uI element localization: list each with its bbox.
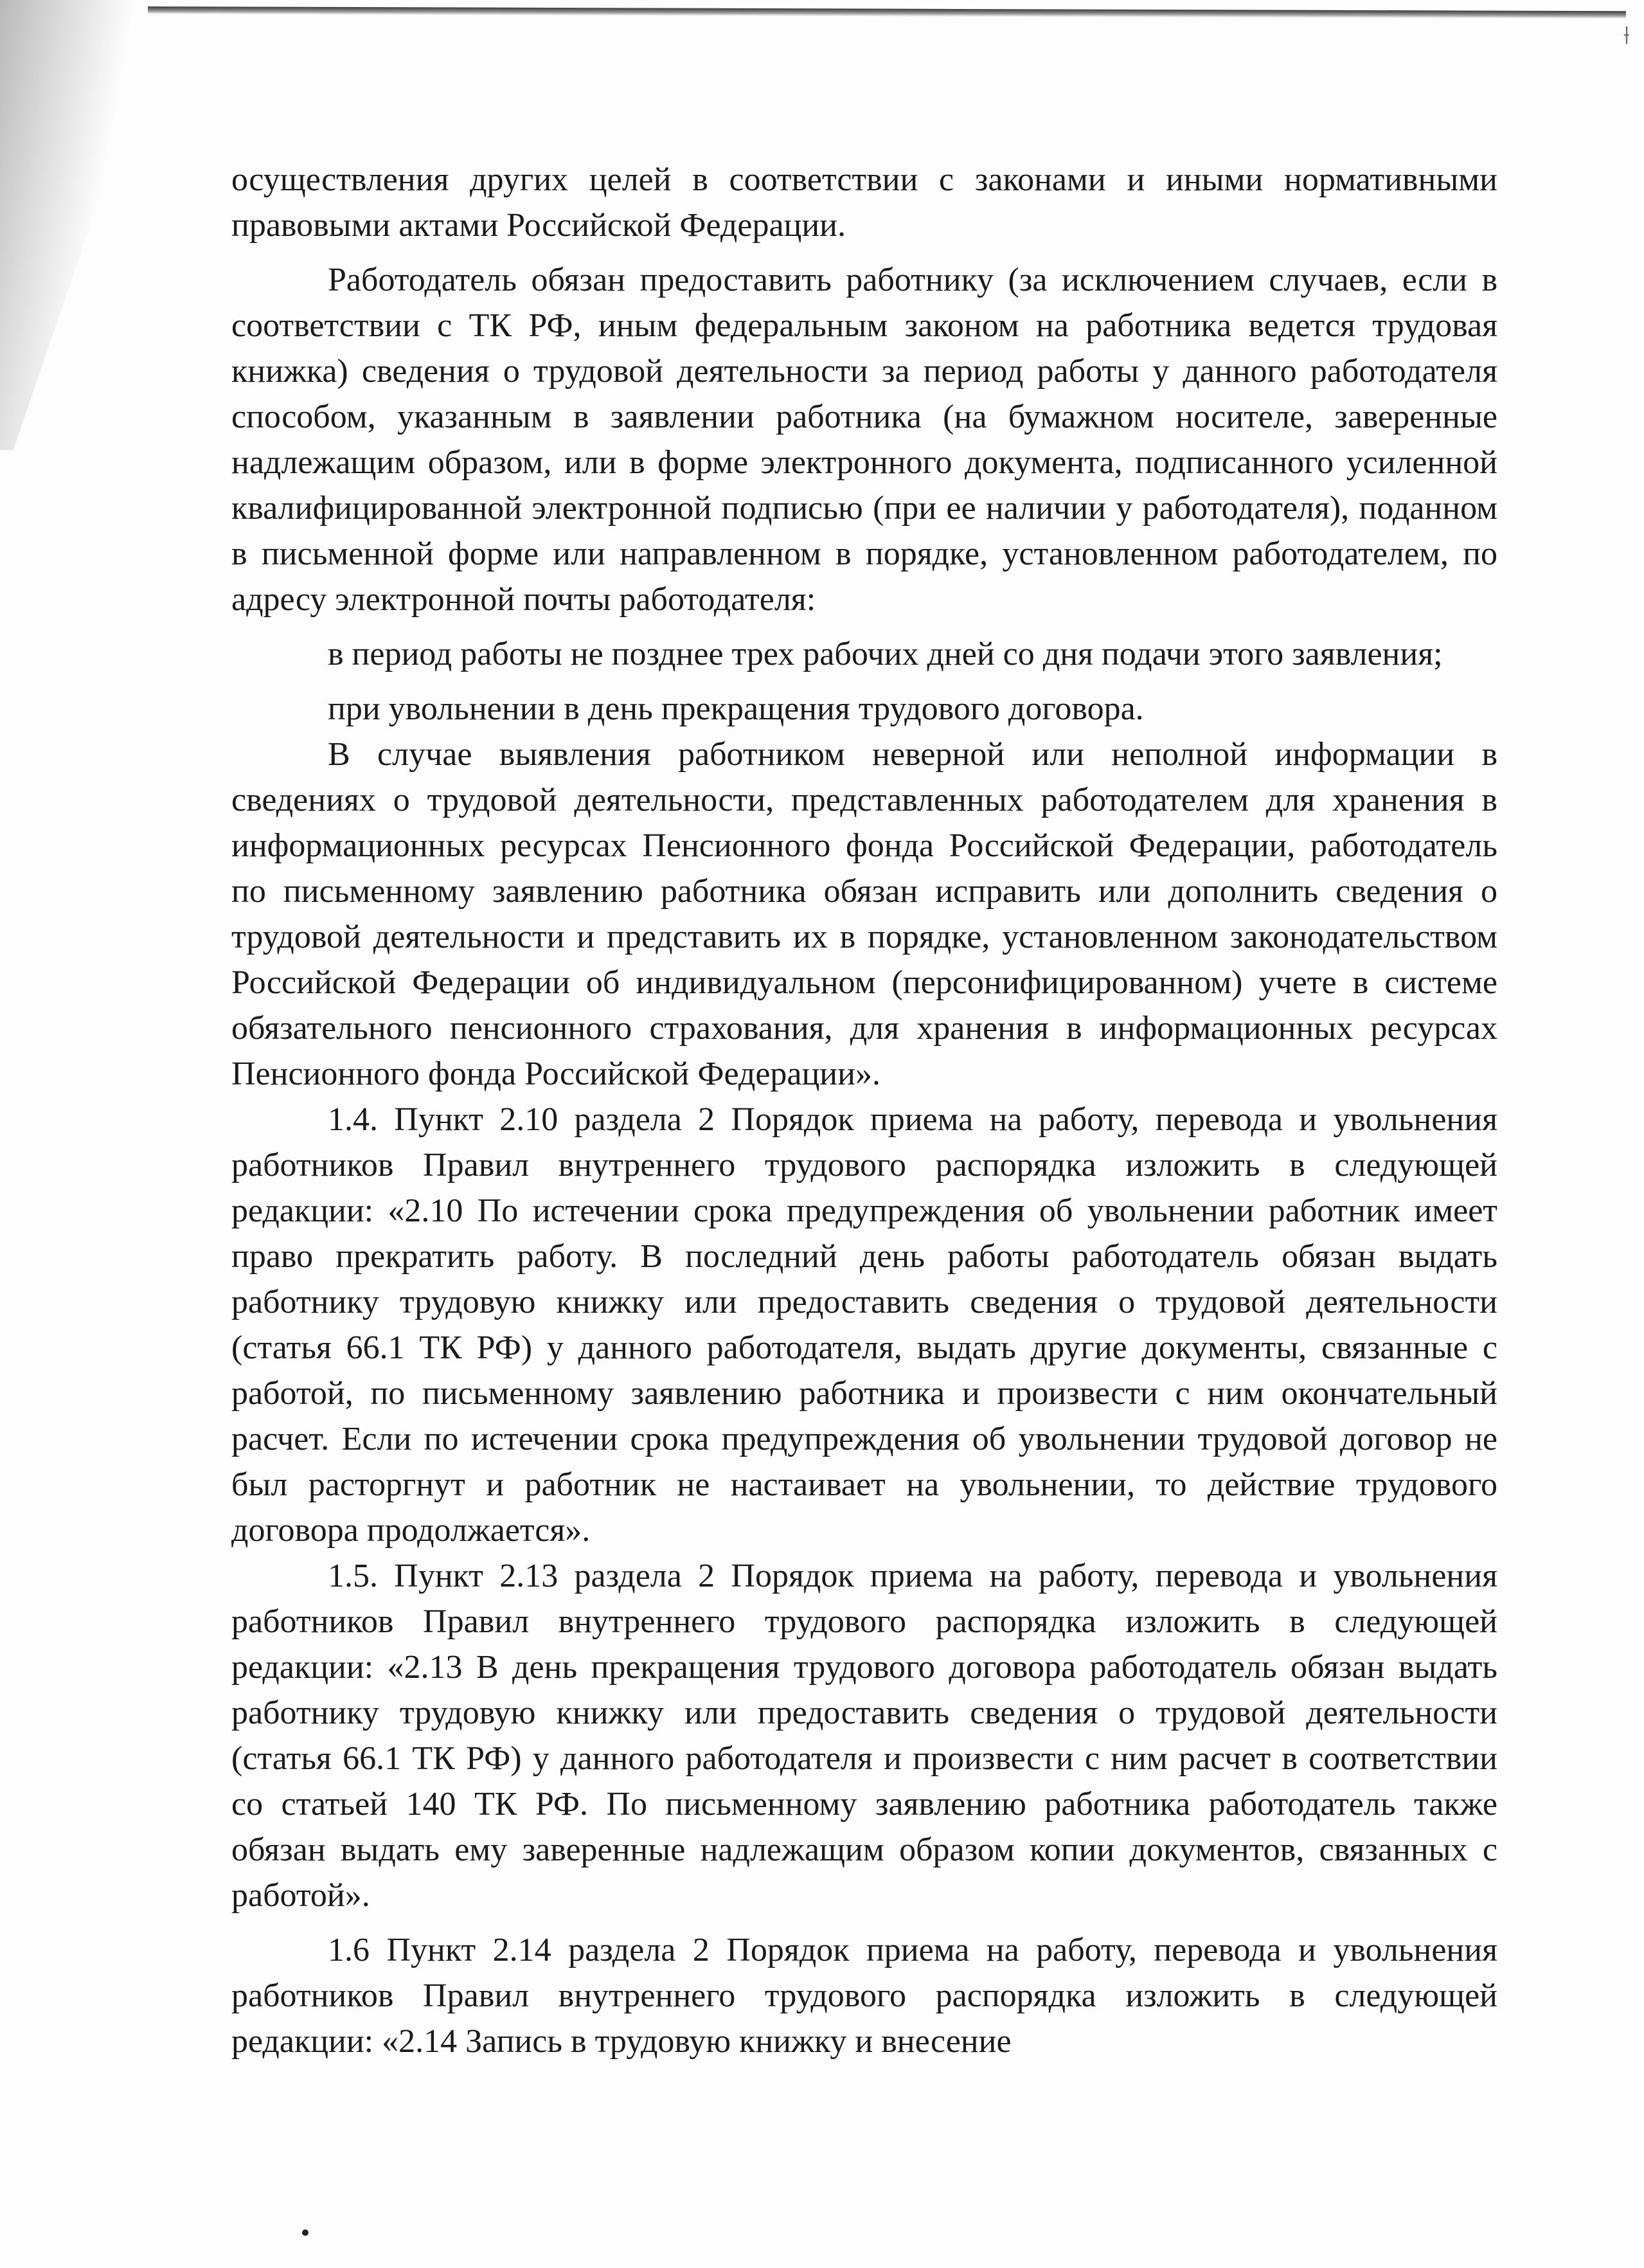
document-body bbox=[231, 157, 1497, 2064]
scan-top-edge bbox=[148, 6, 1626, 19]
paragraph-employer-obligation: Работодатель обязан предоставить работнику (за исключением случаев, если в соответствии с ТК РФ, иным федеральным законом на работника ведется трудовая книжка) сведения о трудовой деятельности за период работы у данного работодателя способом, указанным в заявлении работника (на бумажном носителе, заверенные надлежащим образом, или в форме электронного документа, подписанного усиленной квалифицированной электронной подписью (при ее наличии у работодателя), поданном в письменной форме или направленном в порядке, установленном работодателем, по адресу электронной почты работодателя: bbox=[231, 262, 1497, 618]
paragraph-on-dismissal: при увольнении в день прекращения трудового договора. bbox=[328, 690, 1144, 727]
paragraph-during-work: в период работы не позднее трех рабочих дней со дня подачи этого заявления; bbox=[328, 636, 1443, 672]
paragraph-clause-1-4: 1.4. Пункт 2.10 раздела 2 Порядок приема на работу, перевода и увольнения работников Правил внутреннего трудового распорядка изложить в следующей редакции: «2.10 По истечении срока предупреждения об увольнении работник имеет право прекратить работу. В последний день работы работодатель обязан выдать работнику трудовую книжку или предоставить сведения о трудовой деятельности (статья 66.1 ТК РФ) у данного работодателя, выдать другие документы, связанные с работой, по письменному заявлению работника и произвести с ним окончательный расчет. Если по истечении срока предупреждения об увольнении трудовой договор не был расторгнут и работник не настаивает на увольнении, то действие трудового договора продолжается». bbox=[231, 1101, 1497, 1549]
paragraph-incorrect-info: В случае выявления работником неверной или неполной информации в сведениях о трудовой деятельности, представленных работодателем для хранения в информационных ресурсах Пенсионного фонда Российской Федерации, работодатель по письменному заявлению работника обязан исправить или дополнить сведения о трудовой деятельности и представить их в порядке, установленном законодательством Российской Федерации об индивидуальном (персонифицированном) учете в системе обязательного пенсионного страхования, для хранения в информационных ресурсах Пенсионного фонда Российской Федерации». bbox=[231, 736, 1497, 1092]
paragraph-clause-1-6: 1.6 Пункт 2.14 раздела 2 Порядок приема на работу, перевода и увольнения работников Правил внутреннего трудового распорядка изложить в следующей редакции: «2.14 Запись в трудовую книжку и внесение bbox=[231, 1932, 1497, 2060]
paragraph-clause-1-5: 1.5. Пункт 2.13 раздела 2 Порядок приема на работу, перевода и увольнения работников Правил внутреннего трудового распорядка изложить в следующей редакции: «2.13 В день прекращения трудового договора работодатель обязан выдать работнику трудовую книжку или предоставить сведения о трудовой деятельности (статья 66.1 ТК РФ) у данного работодателя и произвести с ним расчет в соответствии со статьей 140 ТК РФ. По письменному заявлению работника работодатель также обязан выдать ему заверенные надлежащим образом копии документов, связанных с работой». bbox=[231, 1558, 1497, 1914]
paragraph-continuation: осуществления других целей в соответствии с законами и иными нормативными правовыми актами Российской Федерации. bbox=[231, 161, 1497, 244]
scan-corner-mark: ⟊ bbox=[1623, 21, 1631, 50]
dust-speck bbox=[302, 2229, 308, 2236]
scan-left-shadow bbox=[0, 0, 167, 450]
